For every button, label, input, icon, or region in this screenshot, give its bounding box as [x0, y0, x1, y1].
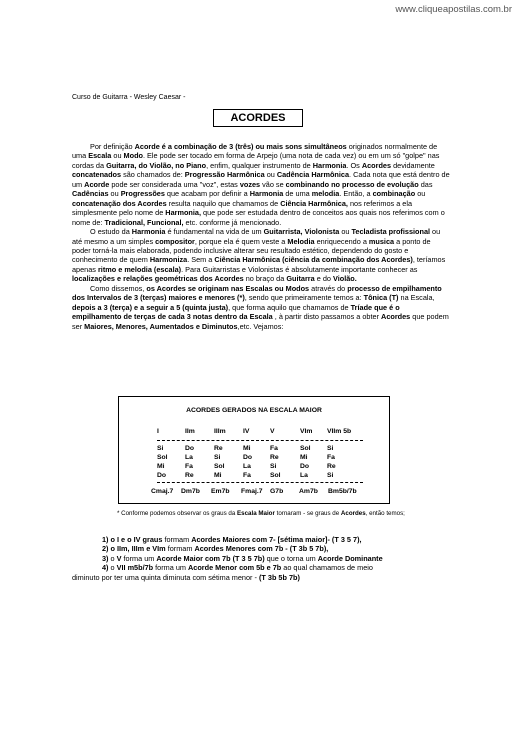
text-run: forma um: [153, 563, 188, 573]
bold-text: Acorde Maior com 7b (T 3 5 7b): [156, 553, 265, 563]
list-item: [72, 535, 452, 544]
note-cell: Si: [327, 472, 334, 479]
degree-header: IIm: [185, 428, 195, 435]
text-run: ou: [415, 189, 426, 199]
note-cell: Si: [327, 445, 334, 452]
degree-header: V: [270, 428, 275, 435]
text-run: ou: [339, 227, 352, 237]
note-cell: Sol: [300, 445, 311, 452]
bold-text: Melodia: [287, 236, 315, 246]
bold-text: Acordes: [381, 312, 411, 322]
text-run: resulta naquilo que chamamos de: [166, 198, 281, 208]
list-item: [72, 563, 452, 572]
text-run: o: [108, 563, 117, 573]
bold-text: Acorde Dominante: [317, 553, 383, 563]
note-cell: Fa: [327, 454, 335, 461]
bold-text: concatenados: [72, 170, 122, 180]
text-run: . Sem a: [187, 255, 215, 265]
text-run: devidamente: [391, 160, 435, 170]
note-cell: Fa: [243, 472, 251, 479]
bold-text: Acorde: [84, 179, 110, 189]
bold-text: os Acordes se originam nas Escalas ou Modos: [146, 283, 310, 293]
degree-header: IV: [243, 428, 250, 435]
bold-text: combinação: [372, 189, 416, 199]
bold-text: Maiores, Menores, Aumentados e Diminutos: [84, 321, 238, 331]
bold-text: Guitarra: [286, 274, 315, 284]
body-text: [72, 142, 450, 331]
chord-name: G7b: [270, 488, 284, 495]
bold-text: Guitarra, do Violão, no Piano: [106, 160, 207, 170]
bold-text: Violão.: [332, 274, 357, 284]
text-run: através do: [309, 283, 348, 293]
text-run: ou até mesmo a um simples: [72, 227, 441, 246]
chord-name: Em7b: [211, 488, 230, 495]
chord-table-title: ACORDES GERADOS NA ESCALA MAIOR: [186, 407, 322, 414]
text-run: , sendo que primeiramente temos a:: [244, 293, 364, 303]
bold-text: Ciência Harmônica (ciência da combinação dos Acordes): [214, 255, 413, 265]
bold-text: localizações e relações geométricas dos Acordes: [72, 274, 244, 284]
text-run: no braço da: [243, 274, 287, 284]
chord-name: Am7b: [299, 488, 318, 495]
bold-text: Harmonia: [312, 160, 347, 170]
bold-text: processo de empilhamento dos Intervalos de 3 (terças) maiores e menores (*): [72, 283, 442, 303]
bold-text: (T 3b 5b 7b): [258, 572, 300, 582]
note-cell: Re: [185, 472, 194, 479]
note-cell: Si: [270, 463, 277, 470]
note-cell: Mi: [243, 445, 251, 452]
note-cell: Fa: [270, 445, 278, 452]
bold-text: Guitarrista, Violonista: [263, 227, 340, 237]
bold-text: 3): [102, 553, 109, 563]
text-run: pode ser considerada uma "voz", estas: [109, 179, 240, 189]
note-cell: Si: [157, 445, 164, 452]
note-cell: La: [243, 463, 251, 470]
bold-text: V: [116, 553, 122, 563]
note-cell: La: [300, 472, 308, 479]
bold-text: compositor: [155, 236, 195, 246]
text-run: que podem ser: [72, 312, 449, 331]
degree-header: VIm: [300, 428, 313, 435]
text-run: são chamados de:: [121, 170, 185, 180]
bold-text: Acordes: [361, 160, 392, 170]
note-cell: Re: [327, 463, 336, 470]
text-run: ou: [264, 170, 277, 180]
chord-name: Cmaj.7: [151, 488, 174, 495]
note-cell: Si: [214, 454, 221, 461]
text-run: . Cada nota que está dentro de um: [72, 170, 450, 189]
bold-text: combinando no processo de evolução: [285, 179, 419, 189]
bold-text: Acordes Menores com 7b - (T 3b 5 7b),: [194, 544, 329, 554]
list-item: [72, 573, 452, 582]
note-cell: Do: [185, 445, 195, 452]
chord-table: [118, 396, 390, 504]
text-run: ou: [111, 151, 124, 161]
text-run: , enfim, qualquer instrumento de: [206, 160, 313, 170]
note-cell: Mi: [157, 463, 165, 470]
text-run: . Ele pode ser tocado em forma de Arpejo (uma nota de cada vez) ou em um só "golpe" nas cordas da: [72, 151, 440, 170]
text-run: vão se: [260, 179, 286, 189]
text-run: ao qual chamamos de meio: [281, 563, 373, 573]
bold-text: 4): [102, 563, 109, 573]
paragraph: [72, 284, 450, 331]
bold-text: Tríade que é o empilhamento de terças de cada 3 notas dentro da Escala: [72, 302, 400, 322]
bold-text: depois a 3 (terça) e a seguir a 5 (quinta justa): [72, 302, 229, 312]
bold-text: Modo: [123, 151, 143, 161]
bold-text: Harmonia: [131, 227, 166, 237]
note-cell: Do: [300, 463, 310, 470]
text-run: que o torna um: [264, 553, 318, 563]
footnote-bold-2: Acordes: [340, 510, 366, 517]
text-run: das: [418, 179, 433, 189]
footnote-pre: * Conforme podemos observar os graus da: [117, 510, 238, 517]
text-run: na Escala,: [398, 293, 435, 303]
bold-text: 1) o I e o IV graus: [102, 535, 163, 544]
paragraph: [72, 227, 450, 284]
footnote-mid: tornaram - se graus de: [274, 510, 341, 517]
bold-text: Tradicional, Funcional,: [104, 217, 184, 227]
table-divider: [157, 482, 363, 483]
note-cell: Do: [157, 472, 167, 479]
list-item: [72, 554, 452, 563]
text-run: de uma: [283, 189, 312, 199]
text-run: O estudo da: [90, 227, 132, 237]
bold-text: 2) o IIm, IIIm e VIm: [102, 544, 166, 554]
bold-text: Acorde é a combinação de 3 (três) ou mais sons simultâneos: [134, 142, 347, 151]
note-cell: Re: [270, 454, 279, 461]
bold-text: Tecladista profissional: [351, 227, 431, 237]
table-divider: [157, 440, 363, 441]
text-run: , à partir disto passamos a obter: [272, 312, 382, 322]
note-cell: Re: [214, 445, 223, 452]
chord-degree-list: [72, 535, 452, 582]
text-run: , teríamos apenas: [72, 255, 446, 274]
text-run: o: [108, 553, 117, 563]
bold-text: Harmoniza: [149, 255, 188, 265]
degree-header: IIIm: [214, 428, 226, 435]
text-run: , porque ela é quem veste a: [194, 236, 288, 246]
bold-text: Acordes Maiores com 7- [sétima maior]- (T 3 5 7),: [191, 535, 362, 544]
text-run: e do: [314, 274, 333, 284]
bold-text: musica: [368, 236, 395, 246]
bold-text: Ciência Harmônica,: [280, 198, 348, 208]
text-run: ,etc. Vejamos:: [237, 321, 284, 331]
text-run: etc. conforme já mencionado.: [183, 217, 282, 227]
bold-text: Acorde Menor com 5b e 7b: [188, 563, 282, 573]
text-run: formam: [162, 535, 192, 544]
bold-text: vozes: [239, 179, 261, 189]
footnote-post: , então temos;: [365, 510, 405, 517]
text-run: a ponto de poder torná-la mais elaborada, podendo inclusive alterar seu resultado estético, dependendo do gosto e conhecimento de quem: [72, 236, 431, 265]
page-title-text: ACORDES: [230, 112, 286, 124]
text-run: , que forma aquilo que chamamos de: [228, 302, 351, 312]
text-run: nos referimos a ela simplesmente pelo nome de: [72, 198, 413, 218]
text-run: que pode ser estudada dentro de conceitos aos quais nos referimos com o nome de:: [72, 208, 445, 227]
text-run: forma um: [121, 553, 157, 563]
bold-text: melodia: [311, 189, 340, 199]
bold-text: Progressão Harmônica: [184, 170, 265, 180]
footnote: [117, 510, 407, 518]
bold-text: Tônica (T): [363, 293, 399, 303]
text-run: . Os: [346, 160, 362, 170]
note-cell: Sol: [214, 463, 225, 470]
note-cell: Fa: [185, 463, 193, 470]
chord-name: Fmaj.7: [241, 488, 263, 495]
course-header: Curso de Guitarra - Wesley Caesar -: [72, 94, 186, 101]
page-title: [213, 109, 303, 127]
note-cell: Sol: [157, 454, 168, 461]
bold-text: VII m5b/7b: [116, 563, 154, 573]
degree-header: VIIm 5b: [327, 428, 352, 435]
text-run: originados normalmente de uma: [72, 142, 438, 161]
chord-name: Dm7b: [181, 488, 200, 495]
note-cell: Mi: [214, 472, 222, 479]
text-run: . Para Guitarristas e Violonistas é absolutamente importante conhecer as: [181, 264, 418, 274]
footnote-bold-1: Escala Maior: [237, 510, 275, 517]
text-run: Como dissemos,: [90, 283, 147, 293]
text-run: . Então, a: [339, 189, 373, 199]
chord-name: Bm5b/7b: [328, 488, 357, 495]
bold-text: Cadências: [72, 189, 109, 199]
text-run: ou: [108, 189, 121, 199]
text-run: formam: [165, 544, 195, 554]
bold-text: Harmonia,: [165, 208, 201, 218]
text-run: é fundamental na vida de um: [165, 227, 264, 237]
note-cell: La: [185, 454, 193, 461]
note-cell: Do: [243, 454, 253, 461]
text-run: Por definição: [90, 142, 135, 151]
text-run: que acabam por definir a: [164, 189, 250, 199]
bold-text: ritmo e melodia (escala): [97, 264, 182, 274]
list-item: [72, 544, 452, 553]
bold-text: Escala: [88, 151, 112, 161]
note-cell: Sol: [270, 472, 281, 479]
degree-header: I: [157, 428, 159, 435]
paragraph: [72, 142, 450, 227]
site-watermark: www.cliqueapostilas.com.br: [395, 4, 512, 15]
bold-text: concatenação dos Acordes: [72, 198, 167, 208]
note-cell: Mi: [300, 454, 308, 461]
bold-text: Harmonia: [249, 189, 284, 199]
bold-text: Progressões: [120, 189, 165, 199]
text-run: diminuto por ter uma quinta diminuta com sétima menor -: [72, 572, 259, 582]
bold-text: Cadência Harmônica: [276, 170, 350, 180]
text-run: enriquecendo a: [314, 236, 369, 246]
